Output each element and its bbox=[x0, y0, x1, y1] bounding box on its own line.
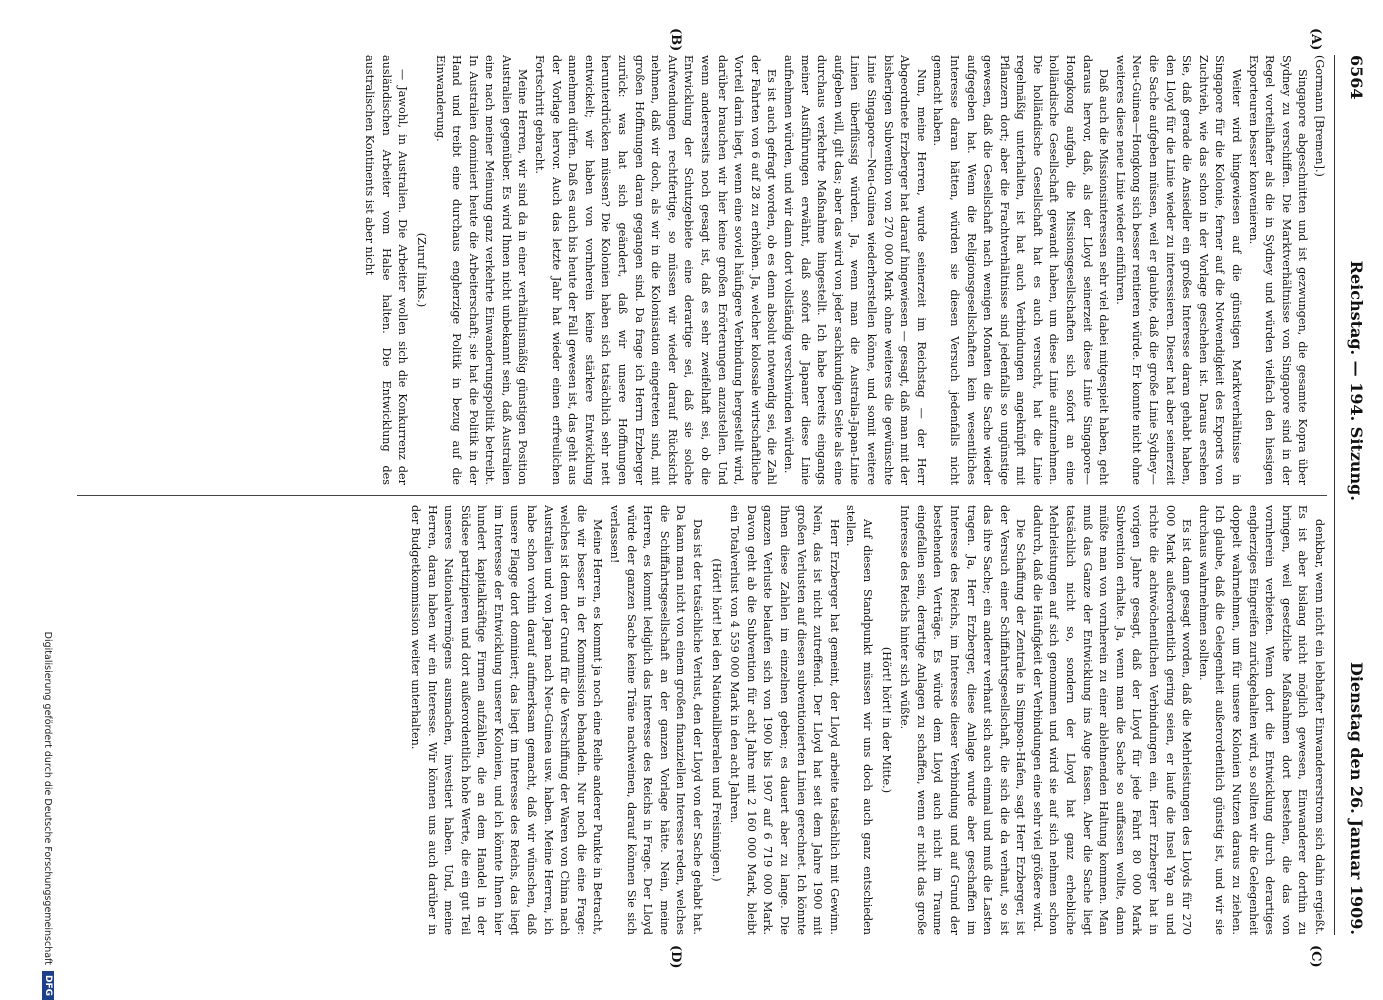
header-rule bbox=[1334, 55, 1335, 935]
column-divider bbox=[77, 495, 1327, 496]
paragraph: Herr Erzberger hat gemeint, der Lloyd arbeite tatsächlich mit Gewinn. Nein, das ist nicht zutreffend. Der Lloyd hat seit dem Jahre 1900 mit großen Verlusten auf diesen subventionierten Linien gerechnet. Ich könnte Ihnen diese Zahlen im einzelnen geben; es dauert aber zu lange. Die ganzen Verluste belaufen sich von 1900 bis 1907 auf 6 719 000 Mark. Davon geht ab die Subvention für acht Jahre mit 2 160 000 Mark, bleibt ein Totalverlust von 4 559 000 Mark in den acht Jahren. bbox=[728, 505, 841, 935]
paragraph: (Zuruf links.) bbox=[414, 232, 428, 308]
paragraph: Meine Herren, es kommt ja noch eine Reihe anderer Punkte in Betracht, die wir besser in der Kommission behandeln. Nur noch die eine Frage: welches ist denn der Grund für die Verschiffung der Waren von China nach Australien und von Japan nach Neu-Guinea usw. haben. Meine Herren, ich habe schon vorhin darauf aufmerksam gemacht, daß wir wünschen, daß unsere Flagge dort dominiert; das liegt im Interesse des Reichs, das liegt im Interesse der Entwicklung unserer Kolonien, und ich könnte Ihnen hier hundert kapitalkräftige Firmen aufzählen, die an dem Handel in der Südsee partizipieren und dort außerordentlich hohe Werte, die ein gut Teil unseres Nationalvermögens ausmachen, investiert haben. Und, meine Herren, daran haben wir ein Interesse. Wir können uns auch darüber in der Budgetkommission weiter unterhalten. bbox=[408, 505, 605, 935]
page-number: 6564 bbox=[1347, 55, 1367, 100]
left-text-column bbox=[77, 55, 1327, 485]
paragraph: (Gormann [Bremen].) bbox=[1313, 55, 1326, 177]
paragraph: Das ist der tatsächliche Verlust, den der Lloyd von der Sache gehabt hat. Da kann man nicht von einem großen finanziellen Interesse reden, welches die Schiffahrtsgesellschaft an der ganzen Vorlage hätte. Nein, meine Herren, es kommt lediglich das Interesse des Reichs in Frage. Der Lloyd würde der ganzen Sache keine Träne nachweinen, darauf können Sie sich verlassen! bbox=[608, 505, 705, 935]
dfg-logo-icon: DFG bbox=[42, 971, 54, 1000]
session-date: Dienstag den 26. Januar 1909. bbox=[1347, 662, 1367, 935]
paragraph: Auf diesen Standpunkt müssen wir uns doch auch ganz entschieden stellen. bbox=[844, 505, 874, 935]
paragraph: Es ist auch gefragt worden, ob es denn absolut notwendig sei, die Zahl der Fahrten von 6 auf 28 zu erhöhen. Ja, welcher kolossale wirtschaftliche Vorteil darin liegt, wenn eine soviel häufigere Verbindung hergestellt wird, darüber brauchen wir hier keine großen Erörterungen anzustellen. Und wenn andererseits noch gesagt ist, daß es sehr zweifelhaft sei, ob die Entwicklung der Schutzgebiete eine derartige sei, daß sie solche Aufwendungen rechtfertige, so müssen wir wieder darauf Rücksicht nehmen, daß wir doch, als wir in die Kolonisation eingetreten sind, mit großen Hoffnungen daran gegangen sind. Da frage ich Herrn Erzberger zurück: was hat sich geändert, daß wir unsere Hoffnungen herunterdrücken müssen? Die Kolonien haben sich tatsächlich sehr nett entwickelt; wir haben von vornherein keine stärkere Entwicklung annehmen dürfen. Daß es auch bis heute der Fall gewesen ist, das geht aus der Vorlage hervor. Auch das letzte Jahr hat wieder einen erfreulichen Fortschritt gebracht. bbox=[533, 55, 779, 485]
paragraph: Die Schaffung der Zentrale in Simpson-Hafen, sagt Herr Erzberger, ist der Versuch einer Schiffahrtsgesellschaft, die sich die da verhaut, so ist das ihre Sache; ein anderer verhaut sich auch einmal und muß die Lasten tragen. Ja, Herr Erzberger, diese Anlage wurde aber geschaffen im Interesse des Reichs, im Interesse dieser Verbindung und auf Grund der bestehenden Verträge. Es würde dem Lloyd auch nicht im Traume eingefallen sein, derartige Anlagen zu schaffen, wenn er nicht das große Interesse des Reichs hinter sich wüßte. bbox=[898, 505, 1028, 935]
margin-letter-d: (D) bbox=[668, 945, 683, 969]
margin-letter-a: (A) bbox=[1308, 28, 1323, 51]
paragraph: Es ist dann gesagt worden, daß die Mehrleistungen des Lloyds für 270 000 Mark außerordentlich gering seien, er laufe die Insel Yap an und richte die achtwöchentlichen Verbindungen ein. Herr Erzberger hat in vorigen Jahre gesagt, daß der Lloyd für jede Fahrt 80 000 Mark Subvention erhalte. Ja, wenn man die Sache so auffassen wollte, dann müßte man von vornherein zu einer ablehnenden Haltung kommen. Man muß das Ganze der Entwicklung ins Auge fassen. Aber die Sache liegt tatsächlich nicht so, sondern der Lloyd hat ganz erhebliche Mehrleistungen auf sich genommen und wird sie auf sich nehmen schon dadurch, daß die Häufigkeit der Verbindungen eine sehr viel größere wird. bbox=[1030, 505, 1194, 935]
digitization-credit: Digitalisierung gefördert durch die Deutsche Forschungsgemeinschaft bbox=[42, 631, 54, 965]
margin-letter-b: (B) bbox=[668, 28, 683, 52]
paragraph: (Hört! hört! bei den Nationalliberalen und Freisinnigen.) bbox=[709, 558, 723, 882]
page-title: Reichstag. — 194. Sitzung. bbox=[1347, 260, 1367, 501]
margin-letter-c: (C) bbox=[1308, 945, 1323, 968]
page-footer bbox=[33, 0, 63, 1000]
paragraph: (Hört! hört! in der Mitte.) bbox=[879, 646, 893, 794]
paragraph: Daß auch die Missionsinteressen sehr viel dabei mitgespielt haben, geht daraus hervor, daß, als der Lloyd seinerzeit diese Linie Singapore—Hongkong aufgab, die Missionsgesellschaften sich sofort an eine holländische Gesellschaft gewandt haben, um diese Linie aufzunehmen. Die holländische Gesellschaft hat es auch versucht, hat die Linie regelmäßig unterhalten, ist hat auch Verbindungen angeknüpft mit Pflanzern dort; aber die Frachtverhältnisse sind jedenfalls so ungünstige gewesen, daß die Gesellschaft nach wenigen Monaten die Sache wieder aufgegeben hat. Wenn die Religionsgesellschaften kein wesentliches Interesse daran hätten, würden sie diesen Versuch jedenfalls nicht gemacht haben. bbox=[931, 55, 1111, 485]
page-header bbox=[1337, 55, 1377, 935]
paragraph: denkbar, wenn nicht ein lebhafter Einwandererstrom sich dahin ergießt. Es ist aber bislang nicht möglich gewesen, Einwanderer dorthin zu bringen, weil gesetzliche Maßnahmen dort bestehen, die das von vornherein verbieten. Wenn dort die Entwicklung durch derartiges engherziges Eingreifen zurückgehalten wird, so sollten wir die Gelegenheit doppelt wahrnehmen, um für unsere Kolonien Nutzen daraus zu ziehen. Ich glaube, daß die Gelegenheit außerordentlich günstig ist, und wir sie durchaus wahrnehmen sollten. bbox=[1196, 505, 1326, 935]
paragraph: Meine Herren, wir sind da in einer verhältnismäßig günstigen Position Australien gegenüber. Es wird Ihnen nicht unbekannt sein, daß Australien eine nach meiner Meinung ganz verkehrte Einwanderungspolitik betreibt. In Australien dominiert heute die Arbeiterschaft; sie hat die Politik in der Hand und treibt eine durchaus engherzige Politik in bezug auf die Einwanderung. bbox=[433, 55, 530, 485]
right-text-column bbox=[77, 505, 1327, 935]
paragraph: Weiter wird hingewiesen auf die günstigen Marktverhältnisse in Singapore für die Kolonie, ferner auf die Notwendigkeit des Exports von Zuchtvieh, wie das schon in der Vorlage geschehen ist. Daraus ersehen Sie, daß gerade die Ansiedler ein großes Interesse daran gehabt haben, den Lloyd für die Linie wieder zu interessieren. Dieser hat aber seinerzeit die Sache aufgeben müssen, weil er glaubte, daß die große Linie Sydney—Neu-Guinea—Hongkong sich besser rentieren würde. Er konnte nicht ohne weiteres diese neue Linie wieder einführen. bbox=[1113, 55, 1244, 485]
paragraph: Nun, meine Herren, wurde seinerzeit im Reichstag — der Herr Abgeordnete Erzberger hat darauf hingewiesen — gesagt, daß man mit der bisherigen Subvention von 270 000 Mark ohne weiteres die gewünschte Linie Singapore—Neu-Guinea wiederherstellen könne, und somit weitere Linien überflüssig würden. Ja, wenn man die Australia-Japan-Linie aufgeben will, gilt das; aber das wird von jeder sachkundigen Seite als eine durchaus verkehrte Maßnahme hingestellt. Ich habe bereits eingangs meiner Ausführungen erwähnt, daß sofort die Japaner diese Linie aufnehmen würden, und wir dann dort vollständig verschwinden würden. bbox=[782, 55, 928, 485]
paragraph: Singapore abgeschnitten und ist gezwungen, die gesamte Kopra über Sydney zu verschiffen. Die Marktverhältnisse von Singapore sind in der Regel vorteilhafter als die in Sydney und würden vielfach den hiesigen Exporteuren besser konvenieren. bbox=[1246, 55, 1310, 485]
paragraph: — Jawohl, in Australien. Die Arbeiter wollen sich die Konkurrenz der ausländischen Arbeiter vom Halse halten. Die Entwicklung des australischen Kontinents ist aber nicht bbox=[363, 55, 410, 485]
